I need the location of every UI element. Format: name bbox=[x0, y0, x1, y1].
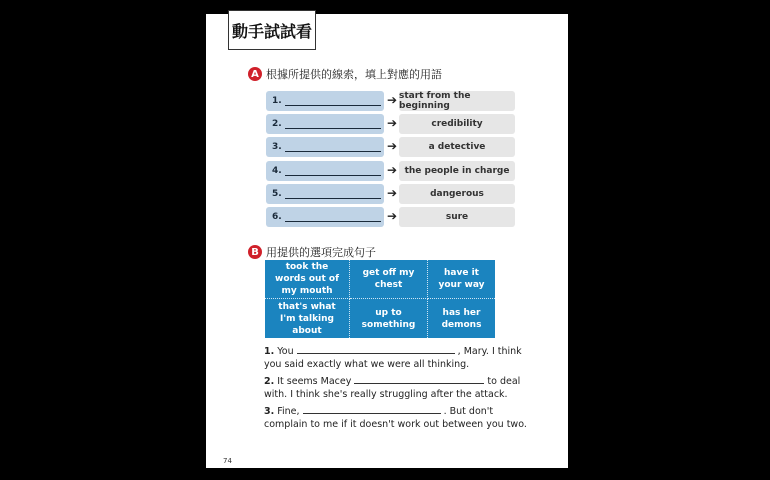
arrow-icon: ➔ bbox=[387, 186, 398, 200]
answer-blank[interactable]: 1. bbox=[266, 91, 384, 111]
page-number: 74 bbox=[223, 457, 232, 465]
answer-blank[interactable]: 4. bbox=[266, 161, 384, 181]
exercise-a-row bbox=[266, 207, 516, 227]
options-grid bbox=[265, 260, 495, 338]
section-a-badge: A bbox=[248, 67, 262, 81]
option-cell: up to something bbox=[350, 299, 428, 338]
exercise-a-row bbox=[266, 137, 516, 157]
exercise-a-row bbox=[266, 184, 516, 204]
section-b-instruction: 用提供的選項完成句子 bbox=[266, 246, 376, 259]
option-cell: took the words out of my mouth bbox=[265, 260, 350, 299]
answer-blank[interactable]: 3. bbox=[266, 137, 384, 157]
arrow-icon: ➔ bbox=[387, 209, 398, 223]
section-b-header bbox=[248, 244, 376, 260]
page-title: 動手試試看 bbox=[228, 10, 316, 50]
answer-blank[interactable]: 6. bbox=[266, 207, 384, 227]
section-a-header bbox=[248, 66, 442, 82]
clue-box: start from the beginning bbox=[399, 91, 515, 111]
clue-box: a detective bbox=[399, 137, 515, 157]
clue-box: the people in charge bbox=[399, 161, 515, 181]
option-cell: get off my chest bbox=[350, 260, 428, 299]
sentence-blank[interactable] bbox=[297, 344, 455, 354]
option-cell: have it your way bbox=[428, 260, 495, 299]
clue-box: sure bbox=[399, 207, 515, 227]
arrow-icon: ➔ bbox=[387, 139, 398, 153]
option-cell: has her demons bbox=[441, 307, 482, 330]
clue-box: dangerous bbox=[399, 184, 515, 204]
section-a-instruction: 根據所提供的線索，填上對應的用語 bbox=[266, 68, 442, 81]
clue-box: credibility bbox=[399, 114, 515, 134]
exercise-a-row bbox=[266, 114, 516, 134]
workbook-page bbox=[206, 14, 568, 468]
arrow-icon: ➔ bbox=[387, 116, 398, 130]
sentence-item: 2. It seems Macey to deal with. I think she's really struggling after the attack. bbox=[264, 376, 521, 400]
sentence-item: 3. Fine, . But don't complain to me if it doesn't work out between you two. bbox=[264, 406, 527, 430]
sentence-blank[interactable] bbox=[303, 404, 441, 414]
exercise-a-row bbox=[266, 91, 516, 111]
option-cell: that's what I'm talking about bbox=[265, 299, 350, 338]
sentence-blank[interactable] bbox=[354, 374, 484, 384]
section-b-badge: B bbox=[248, 245, 262, 259]
answer-blank[interactable]: 2. bbox=[266, 114, 384, 134]
arrow-icon: ➔ bbox=[387, 93, 398, 107]
sentence-item: 1. You , Mary. I think you said exactly what we were all thinking. bbox=[264, 346, 522, 370]
arrow-icon: ➔ bbox=[387, 163, 398, 177]
exercise-a-row bbox=[266, 161, 516, 181]
answer-blank[interactable]: 5. bbox=[266, 184, 384, 204]
